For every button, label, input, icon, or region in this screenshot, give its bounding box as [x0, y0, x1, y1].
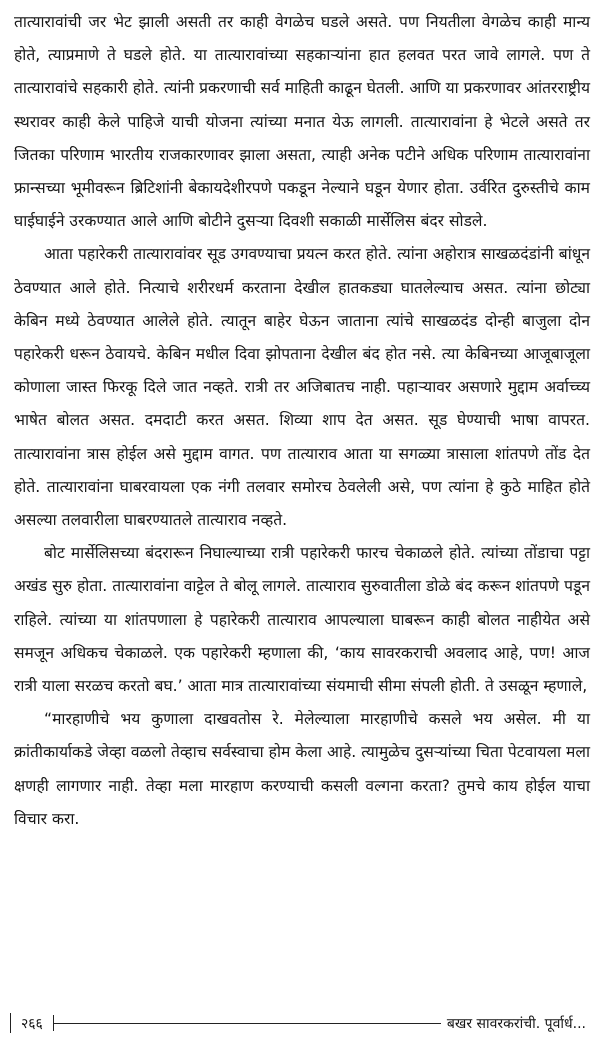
paragraph-3: बोट मार्सेलिसच्या बंदरारून निघाल्याच्या रात्री पहारेकरी फारच चेकाळले होते. त्यांच्या तोंडाचा पट्टा अखंड सुरु होता. तात्यारावांना वाट्टेल ते बोलू लागले. तात्याराव सुरुवातीला डोळे बंद करून शांतपणे पडून राहिले. त्यांच्या या शांतपणाला हे पहारेकरी तात्याराव आपल्याला घाबरून काही बोलत नाहीयेत असे समजून अधिकच चेकाळले. एक पहारेकरी म्हणाला की, ‘काय सावरकराची अवलाद आहे, पण! आज रात्री याला सरळच करतो बघ.’ आता मात्र तात्यारावांच्या संयमाची सीमा संपली होती. ते उसळून म्हणाले, — [14, 544, 590, 696]
page-footer — [10, 1010, 586, 1036]
page-number: २६६ — [21, 1015, 43, 1032]
paragraph-4: “मारहाणीचे भय कुणाला दाखवतोस रे. मेलेल्याला मारहाणीचे कसले भय असेल. मी या क्रांतीकार्याकडे जेव्हा वळलो तेव्हाच सर्वस्वाचा होम केला आहे. त्यामुळेच दुसऱ्यांच्या चिता पेटवायला मला क्षणही लागणार नाही. तेव्हा मला मारहाण करण्याची कसली वल्गना करता? तुमचे काय होईल याचा विचार करा. — [14, 710, 590, 828]
footer-left-bar — [10, 1013, 11, 1033]
footer-rule — [53, 1023, 441, 1024]
paragraph-2: आता पहारेकरी तात्यारावांवर सूड उगवण्याचा प्रयत्न करत होते. त्यांना अहोरात्र साखळदंडांनी बांधून ठेवण्यात आले होते. नित्याचे शरीरधर्म करताना देखील हातकड्या घातलेल्याच असत. त्यांना छोट्या केबिन मध्ये ठेवण्यात आलेले होते. त्यातून बाहेर घेऊन जाताना त्यांचे साखळदंड दोन्ही बाजुला दोन पहारेकरी धरून ठेवायचे. केबिन मधील दिवा झोपताना देखील बंद होत नसे. त्या केबिनच्या आजूबाजूला कोणाला जास्त फिरकू दिले जात नव्हते. रात्री तर अजिबातच नाही. पहाऱ्यावर असणारे मुद्दाम अर्वाच्च्य भाषेत बोलत असत. दमदाटी करत असत. शिव्या शाप देत असत. सूड घेण्याची भाषा वापरत. तात्यारावांना त्रास होईल असे मुद्दाम वागत. पण तात्याराव आता या सगळ्या त्रासाला शांतपणे तोंड देत होते. तात्यारावांना घाबरवायला एक नंगी तलवार समोरच ठेवलेली असे, पण त्यांना हे कुठे माहित होते असल्या तलवारीला घाबरण्यातले तात्याराव नव्हते. — [14, 245, 590, 530]
paragraph-1: तात्यारावांची जर भेट झाली असती तर काही वेगळेच घडले असते. पण नियतीला वेगळेच काही मान्य होते, त्याप्रमाणे ते घडले होते. या तात्यारावांच्या सहकाऱ्यांना हात हलवत परत जावे लागले. पण ते तात्यारावांचे सहकारी होते. त्यांनी प्रकरणाची सर्व माहिती काढून घेतली. आणि या प्रकरणावर आंतरराष्ट्रीय स्थरावर काही केले पाहिजे याची योजना त्यांच्या मनात येऊ लागली. तात्यारावांना हे भेटले असते तर जितका परिणाम भारतीय राजकारणावर झाला असता, त्याही अनेक पटीने अधिक परिणाम तात्यारावांना फ्रान्सच्या भूमीवरून ब्रिटिशांनी बेकायदेशीरपणे पकडून नेल्याने घडून येणार होता. उर्वरित दुरुस्तीचे काम घाईघाईने उरकण्यात आले आणि बोटीने दुसऱ्या दिवशी सकाळी मार्सेलिस बंदर सोडले. — [14, 13, 590, 231]
running-title: बखर सावरकरांची. पूर्वार्ध... — [446, 1015, 586, 1032]
